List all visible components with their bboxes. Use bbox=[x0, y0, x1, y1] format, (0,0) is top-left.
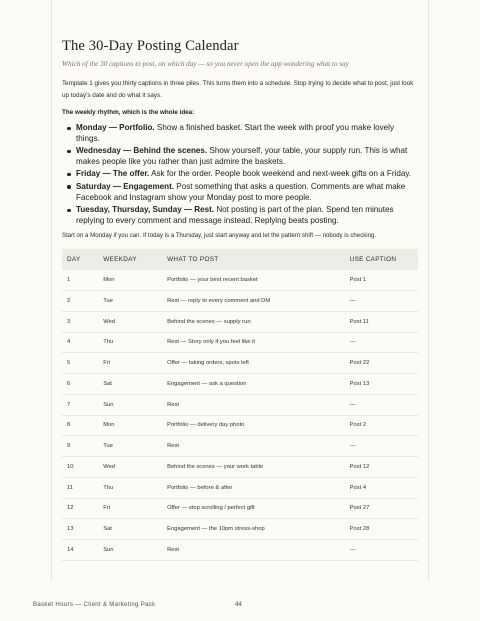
table-row bbox=[62, 353, 418, 374]
cell-use-caption: Post 13 bbox=[345, 374, 418, 395]
cell-use-caption: — bbox=[345, 540, 418, 561]
cell-weekday: Wed bbox=[98, 457, 162, 478]
cell-weekday: Sat bbox=[98, 519, 162, 540]
cell-day: 11 bbox=[62, 477, 98, 498]
rhythm-item-wednesday bbox=[76, 146, 418, 167]
cell-what-to-post: Rest bbox=[162, 540, 345, 561]
table-row bbox=[62, 332, 418, 353]
cell-weekday: Fri bbox=[98, 498, 162, 519]
cell-weekday: Mon bbox=[98, 415, 162, 436]
cell-what-to-post: Rest — Story only if you feel like it bbox=[162, 332, 345, 353]
cell-use-caption: Post 1 bbox=[345, 270, 418, 290]
cell-what-to-post: Portfolio — your best recent basket bbox=[162, 270, 345, 290]
cell-day: 10 bbox=[62, 457, 98, 478]
cell-use-caption: Post 4 bbox=[345, 477, 418, 498]
cell-day: 5 bbox=[62, 353, 98, 374]
cell-use-caption: Post 27 bbox=[345, 498, 418, 519]
table-row bbox=[62, 498, 418, 519]
cell-weekday: Thu bbox=[98, 477, 162, 498]
cell-day: 2 bbox=[62, 291, 98, 312]
page-number: 44 bbox=[235, 601, 242, 608]
rhythm-item-saturday bbox=[76, 182, 418, 203]
cell-weekday: Fri bbox=[98, 353, 162, 374]
cell-day: 12 bbox=[62, 498, 98, 519]
posting-calendar-table bbox=[62, 249, 418, 561]
cell-use-caption: Post 28 bbox=[345, 519, 418, 540]
cell-what-to-post: Offer — stop scrolling / perfect gift bbox=[162, 498, 345, 519]
cell-use-caption: — bbox=[345, 291, 418, 312]
cell-what-to-post: Rest — reply to every comment and DM bbox=[162, 291, 345, 312]
table-row bbox=[62, 436, 418, 457]
rhythm-item-label: Friday — The offer. bbox=[76, 169, 150, 179]
cell-weekday: Sat bbox=[98, 374, 162, 395]
cell-use-caption: — bbox=[345, 436, 418, 457]
cell-day: 6 bbox=[62, 374, 98, 395]
table-row bbox=[62, 540, 418, 561]
rhythm-item-text: Ask for the order. People book weekend and next-week gifts on a Friday. bbox=[149, 169, 412, 179]
cell-what-to-post: Portfolio — before & after bbox=[162, 477, 345, 498]
cell-what-to-post: Behind the scenes — supply run bbox=[162, 311, 345, 332]
rhythm-item-text: Not posting is part of the plan. Spend ten minutes replying to every comment and message instead. Replying beats posting. bbox=[76, 205, 394, 225]
weekly-rhythm-list bbox=[62, 123, 418, 226]
cell-use-caption: Post 12 bbox=[345, 457, 418, 478]
rhythm-item-label: Wednesday — Behind the scenes. bbox=[76, 146, 208, 156]
page-subtitle: Which of the 30 captions to post, on which day — so you never open the app wondering what to say bbox=[62, 60, 349, 68]
rhythm-lead: The weekly rhythm, which is the whole idea: bbox=[62, 109, 195, 116]
table-row bbox=[62, 374, 418, 395]
table-row bbox=[62, 291, 418, 312]
right-margin-rule bbox=[428, 0, 429, 580]
rhythm-item-friday bbox=[76, 169, 418, 180]
table-row bbox=[62, 519, 418, 540]
cell-day: 14 bbox=[62, 540, 98, 561]
cell-weekday: Tue bbox=[98, 436, 162, 457]
cell-day: 3 bbox=[62, 311, 98, 332]
cell-use-caption: Post 22 bbox=[345, 353, 418, 374]
table-row bbox=[62, 311, 418, 332]
cell-weekday: Tue bbox=[98, 291, 162, 312]
table-row bbox=[62, 415, 418, 436]
cell-what-to-post: Rest bbox=[162, 436, 345, 457]
rhythm-item-label: Monday — Portfolio. bbox=[76, 123, 155, 132]
cell-what-to-post: Engagement — the 10pm stress-shop bbox=[162, 519, 345, 540]
left-margin-rule bbox=[51, 0, 52, 580]
cell-day: 7 bbox=[62, 394, 98, 415]
cell-weekday: Sun bbox=[98, 540, 162, 561]
rhythm-item-text: Post something that asks a question. Comments are what make Facebook and Instagram show your Monday post to more people. bbox=[76, 181, 406, 202]
table-header-row bbox=[62, 249, 418, 270]
cell-what-to-post: Offer — taking orders, spots left bbox=[162, 353, 345, 374]
cell-weekday: Thu bbox=[98, 332, 162, 353]
cell-use-caption: Post 2 bbox=[345, 415, 418, 436]
cell-day: 13 bbox=[62, 519, 98, 540]
start-note: Start on a Monday if you can. If today is a Thursday, just start anyway and let the pattern shift — nobody is checking. bbox=[62, 232, 377, 240]
header-day: DAY bbox=[67, 256, 81, 264]
page-content bbox=[62, 38, 418, 561]
table-row bbox=[62, 477, 418, 498]
cell-what-to-post: Engagement — ask a question bbox=[162, 374, 345, 395]
intro-paragraph: Template 1 gives you thirty captions in three piles. This turns them into a schedule. Stop trying to decide what to post; just look up today's date and do what it says. bbox=[62, 80, 414, 99]
cell-what-to-post: Portfolio — delivery day photo bbox=[162, 415, 345, 436]
cell-day: 4 bbox=[62, 332, 98, 353]
table-body bbox=[62, 270, 418, 560]
cell-use-caption: — bbox=[345, 332, 418, 353]
table-row bbox=[62, 457, 418, 478]
cell-use-caption: — bbox=[345, 394, 418, 415]
page-title: The 30-Day Posting Calendar bbox=[62, 38, 239, 54]
header-weekday: WEEKDAY bbox=[103, 256, 137, 264]
table-row bbox=[62, 270, 418, 290]
rhythm-item-monday bbox=[76, 123, 418, 144]
cell-day: 1 bbox=[62, 270, 98, 290]
cell-weekday: Sun bbox=[98, 394, 162, 415]
rhythm-item-label: Tuesday, Thursday, Sunday — Rest. bbox=[76, 205, 215, 215]
cell-weekday: Mon bbox=[98, 270, 162, 290]
cell-day: 9 bbox=[62, 436, 98, 457]
cell-use-caption: Post 11 bbox=[345, 311, 418, 332]
cell-day: 8 bbox=[62, 415, 98, 436]
cell-what-to-post: Rest bbox=[162, 394, 345, 415]
rhythm-item-rest-days bbox=[76, 205, 418, 226]
cell-what-to-post: Behind the scenes — your work table bbox=[162, 457, 345, 478]
rhythm-item-text: Show a finished basket. Start the week with proof you make lovely things. bbox=[76, 123, 395, 143]
header-what-to-post: WHAT TO POST bbox=[167, 256, 219, 264]
rhythm-item-label: Saturday — Engagement. bbox=[76, 181, 175, 191]
table-row bbox=[62, 394, 418, 415]
footer-title: Basket Hours — Client & Marketing Pack bbox=[33, 601, 156, 608]
rhythm-item-text: Show yourself, your table, your supply run. This is what makes people like you rather than just admire the baskets. bbox=[76, 146, 408, 166]
header-use-caption: USE CAPTION bbox=[349, 256, 397, 264]
cell-weekday: Wed bbox=[98, 311, 162, 332]
